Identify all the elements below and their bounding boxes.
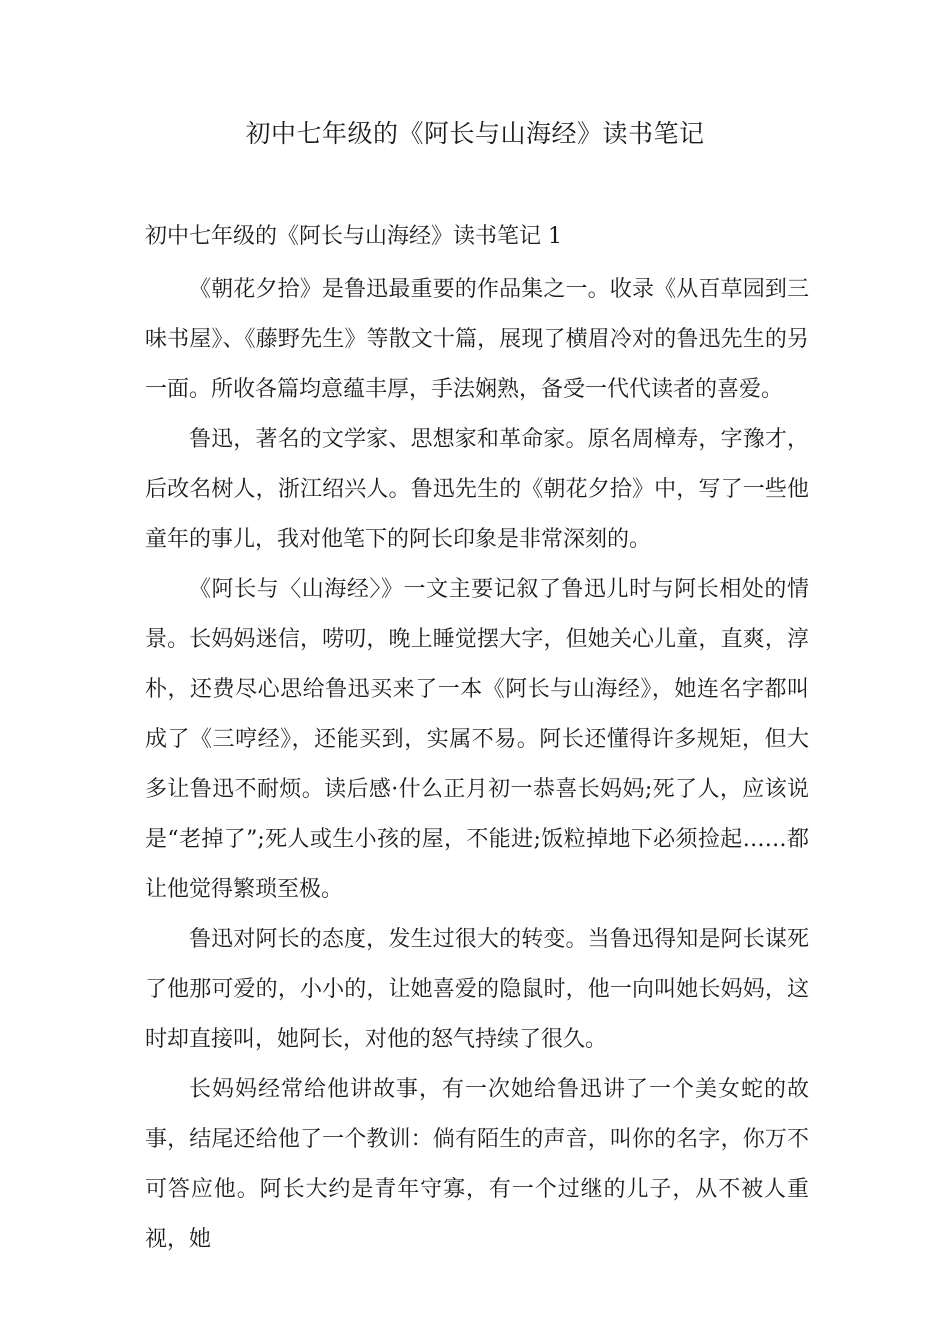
section-heading: 初中七年级的《阿长与山海经》读书笔记 1: [145, 224, 562, 249]
paragraph: 鲁迅对阿长的态度，发生过很大的转变。当鲁迅得知是阿长谋死了他那可爱的，小小的，让她喜爱的隐鼠时，他一向叫她长妈妈，这时却直接叫，她阿长，对他的怒气持续了很久。: [145, 927, 809, 1052]
document-title: 初中七年级的《阿长与山海经》读书笔记: [245, 119, 705, 148]
paragraph: 《朝花夕拾》是鲁迅最重要的作品集之一。收录《从百草园到三味书屋》、《藤野先生》等散文十篇，展现了横眉冷对的鲁迅先生的另一面。所收各篇均意蕴丰厚，手法娴熟，备受一代代读者的喜爱。: [145, 277, 809, 402]
paragraph: 长妈妈经常给他讲故事，有一次她给鲁迅讲了一个美女蛇的故事，结尾还给他了一个教训：倘有陌生的声音，叫你的名字，你万不可答应他。阿长大约是青年守寡，有一个过继的儿子，从不被人重视，她: [145, 1077, 809, 1252]
paragraph: 《阿长与〈山海经〉》一文主要记叙了鲁迅儿时与阿长相处的情景。长妈妈迷信，唠叨，晚上睡觉摆大字，但她关心儿童，直爽，淳朴，还费尽心思给鲁迅买来了一本《阿长与山海经》，她连名字都叫成了《三哼经》，还能买到，实属不易。阿长还懂得许多规矩，但大多让鲁迅不耐烦。读后感·什么正月初一恭喜长妈妈;死了人，应该说是“老掉了”;死人或生小孩的屋，不能进;饭粒掉地下必须捡起……都让他觉得繁琐至极。: [145, 577, 809, 902]
paragraph: 鲁迅，著名的文学家、思想家和革命家。原名周樟寿，字豫才，后改名树人，浙江绍兴人。鲁迅先生的《朝花夕拾》中，写了一些他童年的事儿，我对他笔下的阿长印象是非常深刻的。: [145, 427, 809, 552]
body-text: [145, 265, 809, 1265]
